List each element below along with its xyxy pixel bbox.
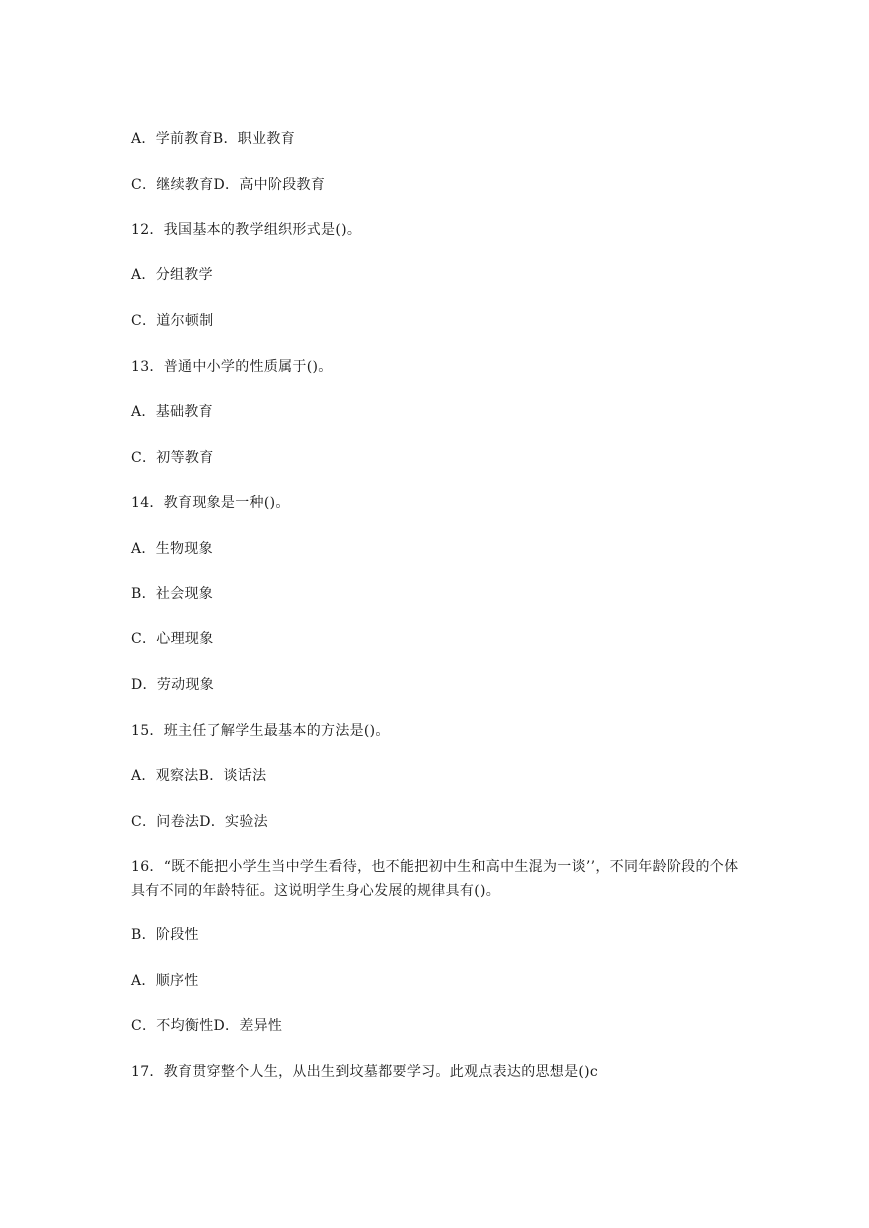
question-13: 13．普通中小学的性质属于()。 [131, 359, 333, 375]
option-line: A．基础教育 [131, 404, 213, 420]
question-12: 12．我国基本的教学组织形式是()。 [131, 222, 362, 238]
option-line: A．分组教学 [131, 267, 213, 283]
question-16: 16．“既不能把小学生当中学生看待，也不能把初中生和高中生混为一谈’’，不同年龄阶段的个体具有不同的年龄特征。这说明学生身心发展的规律具有()。 [131, 859, 739, 899]
question-15: 15．班主任了解学生最基本的方法是()。 [131, 723, 390, 739]
option-line: C．问卷法D．实验法 [131, 814, 268, 830]
option-line: A．观察法B．谈话法 [131, 768, 267, 784]
option-line: B．社会现象 [131, 586, 214, 602]
option-line: A．生物现象 [131, 541, 213, 557]
option-line: C．继续教育D．高中阶段教育 [131, 177, 326, 193]
option-line: B．阶段性 [131, 927, 199, 943]
option-line: A．顺序性 [131, 973, 199, 989]
option-line: D．劳动现象 [131, 677, 215, 693]
option-line: C．不均衡性D．差异性 [131, 1018, 283, 1034]
question-17: 17．教育贯穿整个人生，从出生到坟墓都要学习。此观点表达的思想是()c [131, 1064, 599, 1080]
question-14: 14．教育现象是一种()。 [131, 495, 290, 511]
option-line: C．心理现象 [131, 631, 214, 647]
option-line: C．道尔顿制 [131, 313, 214, 329]
option-line: C．初等教育 [131, 450, 214, 466]
option-line: A．学前教育B．职业教育 [131, 131, 295, 147]
